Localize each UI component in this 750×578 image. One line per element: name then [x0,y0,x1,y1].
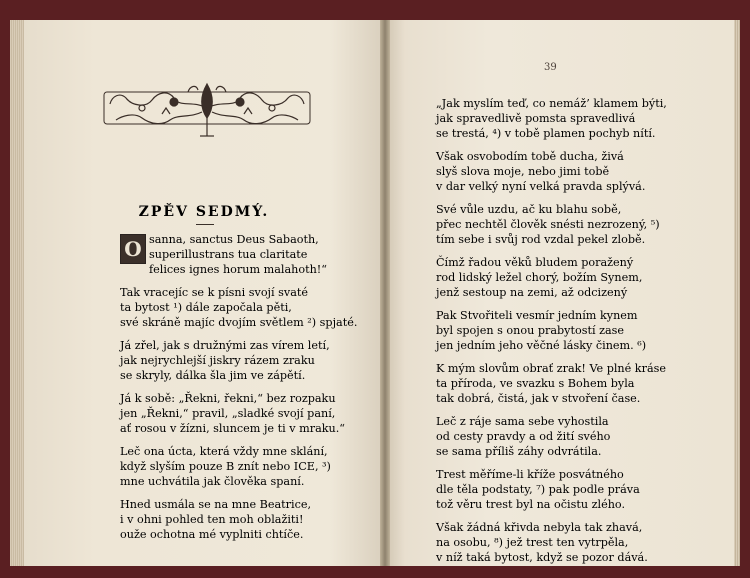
stanza [436,96,726,141]
verse-line: Já zřel, jak s družnými zas vírem letí, [120,339,330,352]
verse-line: Však žádná křivda nebyla tak zhavá, [436,521,643,534]
stanza [120,497,380,542]
verse-line: sanna, sanctus Deus Sabaoth, [149,233,319,246]
verse-line: ať rosou v žízni, sluncem je ti v mraku.“ [120,422,346,435]
stanza [120,391,380,436]
verse-line: když slyším pouze B znít nebo ICE, ³) [120,460,331,473]
verse-line: Leč ona úcta, která vždy mne sklání, [120,445,328,458]
verse-line: jak nejrychlejší jiskry rázem zraku [120,354,315,367]
verse-line: na osobu, ⁸) jež trest ten vytrpěla, [436,536,629,549]
verse-line: ta příroda, ve svazku s Bohem byla [436,377,635,390]
verse-line: tož věru trest byl na očistu zlého. [436,498,626,511]
stanza [436,308,726,353]
verse-line: se trestá, ⁴) v tobě plamen pochyb nítí. [436,127,656,140]
verse-line: v níž taká bytost, když se pozor dává. [436,551,648,564]
verse-line: i v ohni pohled ten moh oblažiti! [120,513,304,526]
dropcap-letter: O [120,234,146,264]
verse-line: Hned usmála se na mne Beatrice, [120,498,312,511]
stanza [436,414,726,459]
verse-line: mne uchvátila jak člověka spaní. [120,475,305,488]
verse-line: Leč z ráje sama sebe vyhostila [436,415,609,428]
verse-line: se skryly, dálka šla jim ve zápětí. [120,369,306,382]
verse-line: jen jedním jeho věčné lásky činem. ⁶) [436,339,647,352]
stanza [120,232,380,277]
page-edges-left [10,20,24,566]
stanza [436,361,726,406]
verse-line: rod lidský ležel chorý, božím Synem, [436,271,643,284]
verse-line: ouže ochotna mé vyplniti chtíče. [120,528,304,541]
verse-line: jen „Řekni,“ pravil, „sladké svojí paní, [120,407,336,420]
verse-line: K mým slovům obrať zrak! Ve plné kráse [436,362,666,375]
verse-line: v dar velký nyní velká pravda splývá. [436,180,646,193]
title-rule [196,224,214,225]
stanza [436,520,726,565]
verse-line: Však osvobodím tobě ducha, živá [436,150,624,163]
stanza [436,149,726,194]
verse-line: ta bytost ¹) dále započala pěti, [120,301,292,314]
ornament-headpiece [102,78,312,142]
stanza [436,467,726,512]
verse-line: se sama příliš záhy odvrátila. [436,445,602,458]
chapter-title: ZPĚV SEDMÝ. [138,204,270,220]
verse-line: od cesty pravdy a od žití svého [436,430,611,443]
verse-line: „Jak myslím teď, co nemáž’ klamem býti, [436,97,667,110]
verse-line: Já k sobě: „Řekni, řekni,“ bez rozpaku [120,392,336,405]
verse-line: tím sebe i svůj rod vzdal pekel zlobě. [436,233,646,246]
stanza [436,202,726,247]
verse-line: přec nechtěl člověk snésti nezrozený, ⁵) [436,218,660,231]
stanza [436,255,726,300]
stanza [120,338,380,383]
verse-line: superillustrans tua claritate [149,248,308,261]
stanza [120,285,380,330]
verse-line: Své vůle uzdu, ač ku blahu sobě, [436,203,622,216]
page-number: 39 [544,62,557,73]
verse-line: své skráně majíc dvojím světlem ²) spjaté. [120,316,358,329]
verse-line: slyš slova moje, nebo jimi tobě [436,165,610,178]
stanza [120,444,380,489]
left-page-text [120,232,380,550]
verse-line: tak dobrá, čistá, jak v stvoření čase. [436,392,641,405]
verse-line: Pak Stvořiteli vesmír jedním kynem [436,309,638,322]
verse-line: Trest měříme-li kříže posvátného [436,468,624,481]
verse-line: byl spojen s onou prabytostí zase [436,324,625,337]
verse-line: jak spravedlivě pomsta spravedlivá [436,112,636,125]
verse-line: felices ignes horum malahoth!“ [149,263,328,276]
verse-line: Tak vracejíc se k písni svojí svaté [120,286,309,299]
verse-line: jenž sestoup na zemi, až odcizený [436,286,628,299]
verse-line: dle těla podstaty, ⁷) pak podle práva [436,483,640,496]
page-edges-right [734,20,740,566]
book-gutter [380,20,390,566]
verse-line: Čímž řadou věků bludem poražený [436,256,634,269]
right-page-text [436,96,726,573]
